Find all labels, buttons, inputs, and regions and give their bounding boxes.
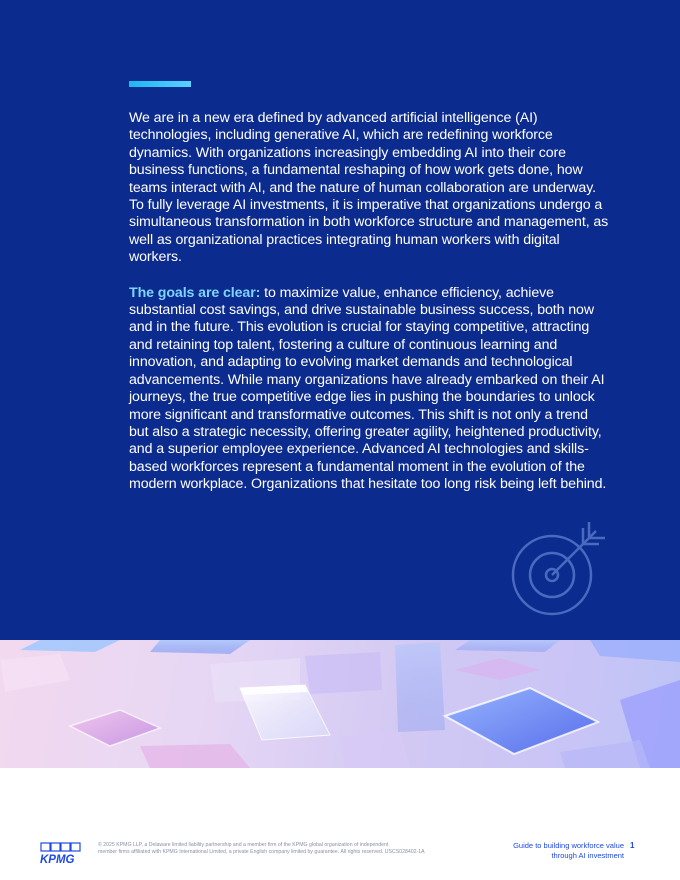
copyright-notice [98, 842, 468, 856]
copyright-line-1: © 2025 KPMG LLP, a Delaware limited liability partnership and a member firm of the KPMG global organization of independent [98, 842, 389, 848]
kpmg-logo [40, 842, 82, 864]
document-title-line-2: through AI investment [551, 851, 624, 860]
goals-text: to maximize value, enhance efficiency, achieve substantial cost savings, and drive sustainable business success, both now and in the future. This evolution is crucial for staying competitive, attracting and retaining top talent, fostering a culture of continuous learning and innovation, and adapting to evolving market demands and technological advancements. While many organizations have already embarked on their AI journeys, the true competitive edge lies in pushing the boundaries to unlock more significant and transformative outcomes. This shift is not only a trend but also a strategic necessity, offering greater agility, heightened productivity, and a superior employee experience. Advanced AI technologies and skills-based workforces represent a fundamental moment in the evolution of the modern workplace. Organizations that hesitate too long risk being left behind. [129, 284, 607, 493]
goals-paragraph [129, 285, 609, 494]
glass-tiles-illustration [0, 640, 680, 768]
document-title [470, 841, 624, 861]
target-with-arrow-icon [505, 515, 615, 625]
copyright-line-2: member firms affiliated with KPMG International Limited, a private English company limited by guarantee. All rights reserved. USCS028402-1A [98, 849, 425, 855]
document-title-line-1: Guide to building workforce value [513, 841, 624, 850]
body-text [129, 110, 609, 512]
intro-paragraph: We are in a new era defined by advanced artificial intelligence (AI) technologies, including generative AI, which are redefining workforce dynamics. With organizations increasingly embedding AI into their core business functions, a fundamental reshaping of how work gets done, how teams interact with AI, and the nature of human collaboration are underway. To fully leverage AI investments, it is imperative that organizations undergo a simultaneous transformation in both workforce structure and management, as well as organizational practices integrating human workers with digital workers. [129, 110, 609, 266]
goals-lead: The goals are clear: [129, 284, 261, 301]
footer [0, 830, 680, 880]
decorative-glass-tiles-image [0, 640, 680, 768]
accent-bar [129, 81, 191, 87]
page-number: 1 [630, 841, 635, 850]
logo-text: KPMG [40, 854, 75, 864]
